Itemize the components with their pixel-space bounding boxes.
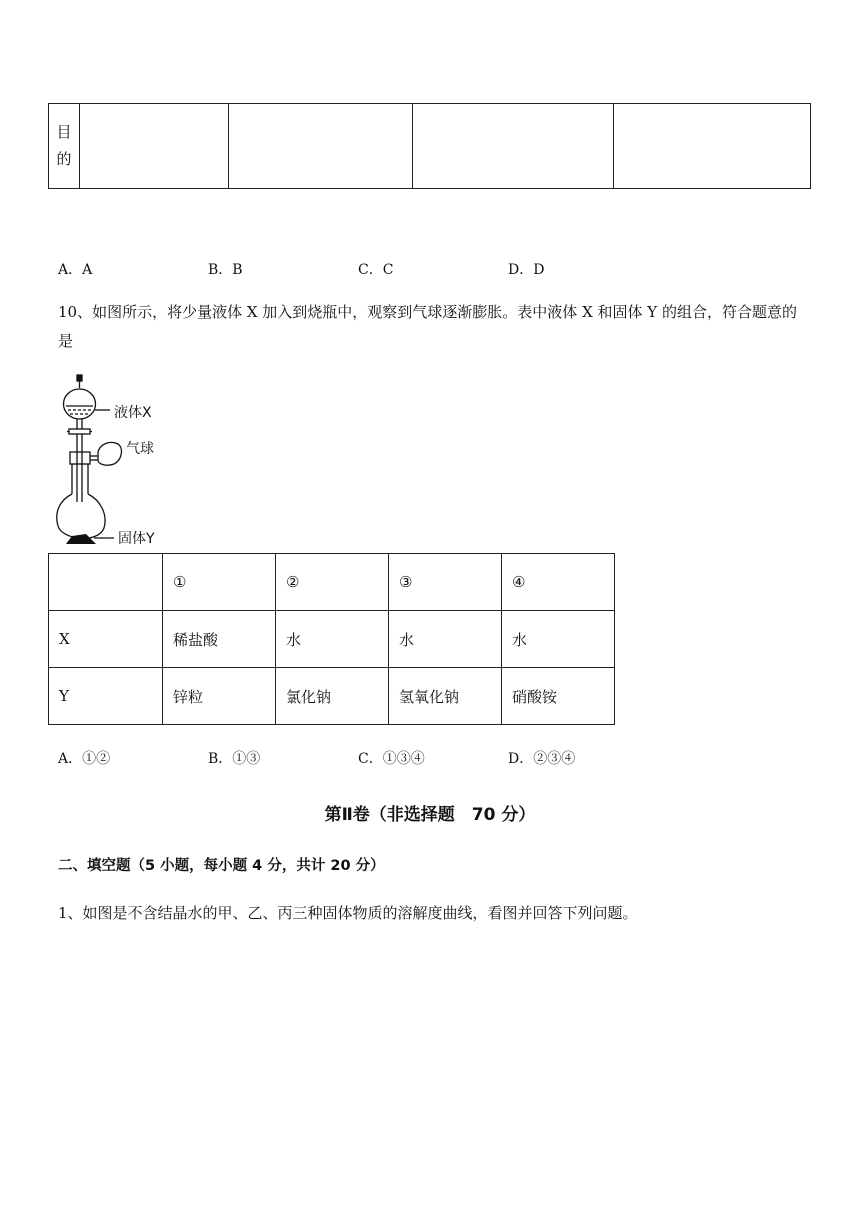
table-cell	[413, 104, 614, 189]
section-title: 第Ⅱ卷（非选择题 70 分）	[324, 805, 536, 825]
table-cell: 水	[389, 611, 502, 668]
table-row-label	[49, 104, 80, 189]
table-row	[49, 611, 615, 668]
option-a[interactable]: A．A	[58, 262, 93, 278]
table-cell: X	[49, 611, 163, 668]
header-cell: ①	[163, 554, 276, 611]
table-cell: Y	[49, 668, 163, 725]
header-cell: ②	[276, 554, 389, 611]
section-subtitle: 二、填空题（5 小题，每小题 4 分，共计 20 分）	[58, 858, 385, 874]
table-row	[49, 668, 615, 725]
table-cell: 锌粒	[163, 668, 276, 725]
table-cell	[80, 104, 229, 189]
option-c[interactable]: C．①③④	[358, 751, 425, 767]
table-cell: 氯化钠	[276, 668, 389, 725]
combination-table	[48, 553, 615, 725]
table-cell: 水	[276, 611, 389, 668]
option-c[interactable]: C．C	[358, 262, 394, 278]
header-cell	[49, 554, 163, 611]
label-liquid-x: 液体X	[114, 405, 152, 421]
option-a[interactable]: A．①②	[58, 751, 111, 767]
label-balloon: 气球	[126, 441, 154, 457]
flask-funnel-balloon-diagram	[52, 372, 172, 550]
row-label-char-1: 目	[56, 123, 72, 141]
question-10-text: 10、如图所示，将少量液体 X 加入到烧瓶中，观察到气球逐渐膨胀。表中液体 X 和固体 Y 的组合，符合题意的是	[58, 303, 797, 350]
row-label-char-2: 的	[56, 150, 72, 168]
table-cell	[614, 104, 811, 189]
table-cell: 硝酸铵	[502, 668, 615, 725]
header-cell: ③	[389, 554, 502, 611]
option-d[interactable]: D．D	[508, 262, 545, 278]
option-b[interactable]: B．①③	[208, 751, 261, 767]
apparatus-figure	[52, 372, 172, 550]
option-d[interactable]: D．②③④	[508, 751, 576, 767]
table-cell: 稀盐酸	[163, 611, 276, 668]
table-cell: 水	[502, 611, 615, 668]
table-header-row	[49, 554, 615, 611]
question-1-text: 1、如图是不含结晶水的甲、乙、丙三种固体物质的溶解度曲线，看图并回答下列问题。	[58, 904, 638, 922]
label-solid-y: 固体Y	[118, 531, 155, 547]
header-cell: ④	[502, 554, 615, 611]
table-cell: 氢氧化钠	[389, 668, 502, 725]
previous-question-table	[48, 103, 811, 189]
table-cell	[229, 104, 413, 189]
option-b[interactable]: B．B	[208, 262, 243, 278]
